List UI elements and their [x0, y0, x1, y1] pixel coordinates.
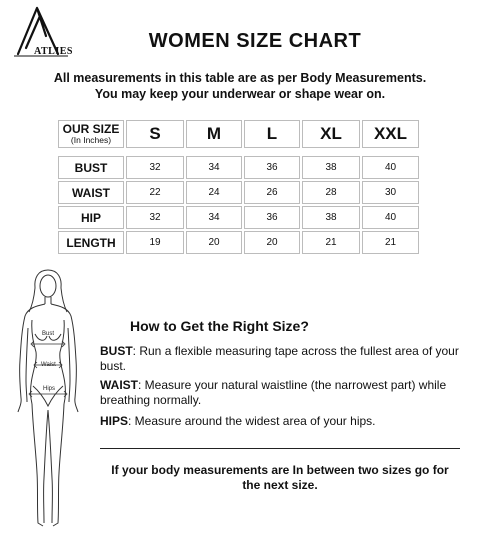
intro-line-1: All measurements in this table are as per Body Measurements. — [53, 71, 427, 85]
table-cell: 22 — [126, 181, 184, 204]
size-l: L — [244, 120, 300, 148]
intro-line-2: You may keep your underwear or shape wear on. — [94, 87, 386, 101]
figure-label-bust: Bust — [42, 331, 55, 337]
table-cell: 34 — [186, 206, 242, 229]
intro-text — [0, 70, 480, 102]
table-cell: 30 — [362, 181, 419, 204]
guide-waist-text: : Measure your natural waistline (the narrowest part) while breathing normally. — [100, 378, 447, 407]
size-note — [96, 463, 464, 493]
guide-bust-text: : Run a flexible measuring tape across the fullest area of your bust. — [100, 344, 459, 373]
size-note-line-1: If your body measurements are In between two sizes go for — [111, 463, 449, 477]
table-row — [58, 156, 419, 179]
size-m: M — [186, 120, 242, 148]
size-header-label: OUR SIZE — [62, 122, 120, 136]
size-header-row — [58, 120, 419, 148]
guide-heading: How to Get the Right Size? — [130, 318, 309, 334]
row-label-waist: WAIST — [58, 181, 124, 204]
table-cell: 38 — [302, 156, 360, 179]
table-cell: 36 — [244, 206, 300, 229]
table-cell: 36 — [244, 156, 300, 179]
figure-label-waist: Waist — [41, 362, 56, 368]
size-s: S — [126, 120, 184, 148]
table-cell: 26 — [244, 181, 300, 204]
table-row — [58, 231, 419, 254]
figure-label-hips: Hips — [43, 386, 56, 392]
table-cell: 20 — [186, 231, 242, 254]
size-xl: XL — [302, 120, 360, 148]
table-cell: 20 — [244, 231, 300, 254]
table-cell: 28 — [302, 181, 360, 204]
size-note-line-2: the next size. — [242, 478, 318, 492]
guide-waist — [100, 378, 472, 408]
row-label-hip: HIP — [58, 206, 124, 229]
size-header-sublabel: (In Inches) — [70, 135, 112, 145]
table-cell: 32 — [126, 206, 184, 229]
table-cell: 21 — [302, 231, 360, 254]
row-label-length: LENGTH — [58, 231, 124, 254]
guide-bust — [100, 344, 472, 374]
table-cell: 34 — [186, 156, 242, 179]
measurement-table — [58, 156, 419, 256]
table-row — [58, 206, 419, 229]
table-cell: 38 — [302, 206, 360, 229]
guide-waist-term: WAIST — [100, 378, 138, 392]
guide-hips — [100, 414, 472, 429]
size-header-label-cell — [58, 120, 124, 148]
guide-hips-text: : Measure around the widest area of your hips. — [128, 414, 376, 428]
body-measurement-figure — [12, 268, 84, 533]
guide-hips-term: HIPS — [100, 414, 129, 428]
guide-bust-term: BUST — [100, 344, 133, 358]
page-title: WOMEN SIZE CHART — [148, 30, 362, 52]
table-cell: 19 — [126, 231, 184, 254]
row-label-bust: BUST — [58, 156, 124, 179]
table-cell: 24 — [186, 181, 242, 204]
divider — [100, 448, 460, 449]
logo-text: ATLIES — [34, 46, 73, 57]
table-cell: 21 — [362, 231, 419, 254]
size-header-table — [58, 120, 419, 148]
table-cell: 32 — [126, 156, 184, 179]
table-cell: 40 — [362, 156, 419, 179]
table-cell: 40 — [362, 206, 419, 229]
table-row — [58, 181, 419, 204]
size-xxl: XXL — [362, 120, 419, 148]
female-body-outline-icon — [12, 268, 84, 533]
